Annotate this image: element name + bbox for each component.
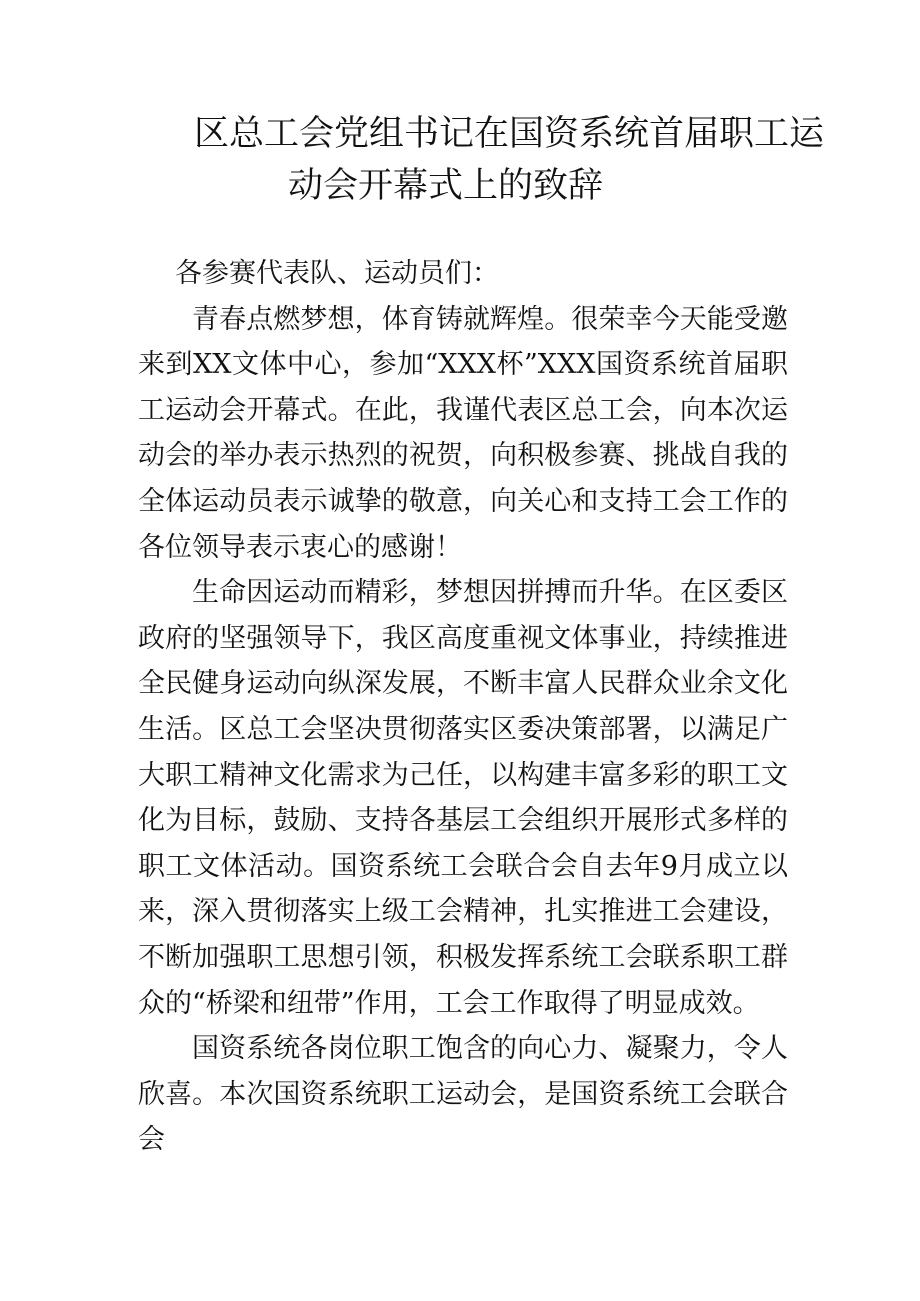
document-title: [0, 108, 920, 212]
salutation: 各参赛代表队、运动员们：: [175, 258, 499, 289]
paragraph-1: 青春点燃梦想，体育铸就辉煌。很荣幸今天能受邀来到XX文体中心，参加“XXX杯”XXX国资系统首届职工运动会开幕式。在此，我谨代表区总工会，向本次运动会的举办表示热烈的祝贺，向积极参赛、挑战自我的全体运动员表示诚挚的敬意，向关心和支持工会工作的各位领导表示衷心的感谢！: [138, 303, 788, 563]
paragraph-3: 国资系统各岗位职工饱含的向心力、凝聚力，令人欣喜。本次国资系统职工运动会，是国资系统工会联合会: [138, 1033, 788, 1156]
title-line-1: 区总工会党组书记在国资系统首届职工运: [194, 114, 825, 154]
title-line-2: 动会开幕式上的致辞: [288, 166, 604, 206]
paragraph-2: 生命因运动而精彩，梦想因拼搏而升华。在区委区政府的坚强领导下，我区高度重视文体事业，持续推进全民健身运动向纵深发展，不断丰富人民群众业余文化生活。区总工会坚决贯彻落实区委决策部署，以满足广大职工精神文化需求为己任，以构建丰富多彩的职工文化为目标，鼓励、支持各基层工会组织开展形式多样的职工文体活动。国资系统工会联合会自去年9月成立以来，深入贯彻落实上级工会精神，扎实推进工会建设，不断加强职工思想引领，积极发挥系统工会联系职工群众的“桥梁和纽带”作用，工会工作取得了明显成效。: [138, 577, 788, 1019]
document-body: [138, 251, 788, 1163]
